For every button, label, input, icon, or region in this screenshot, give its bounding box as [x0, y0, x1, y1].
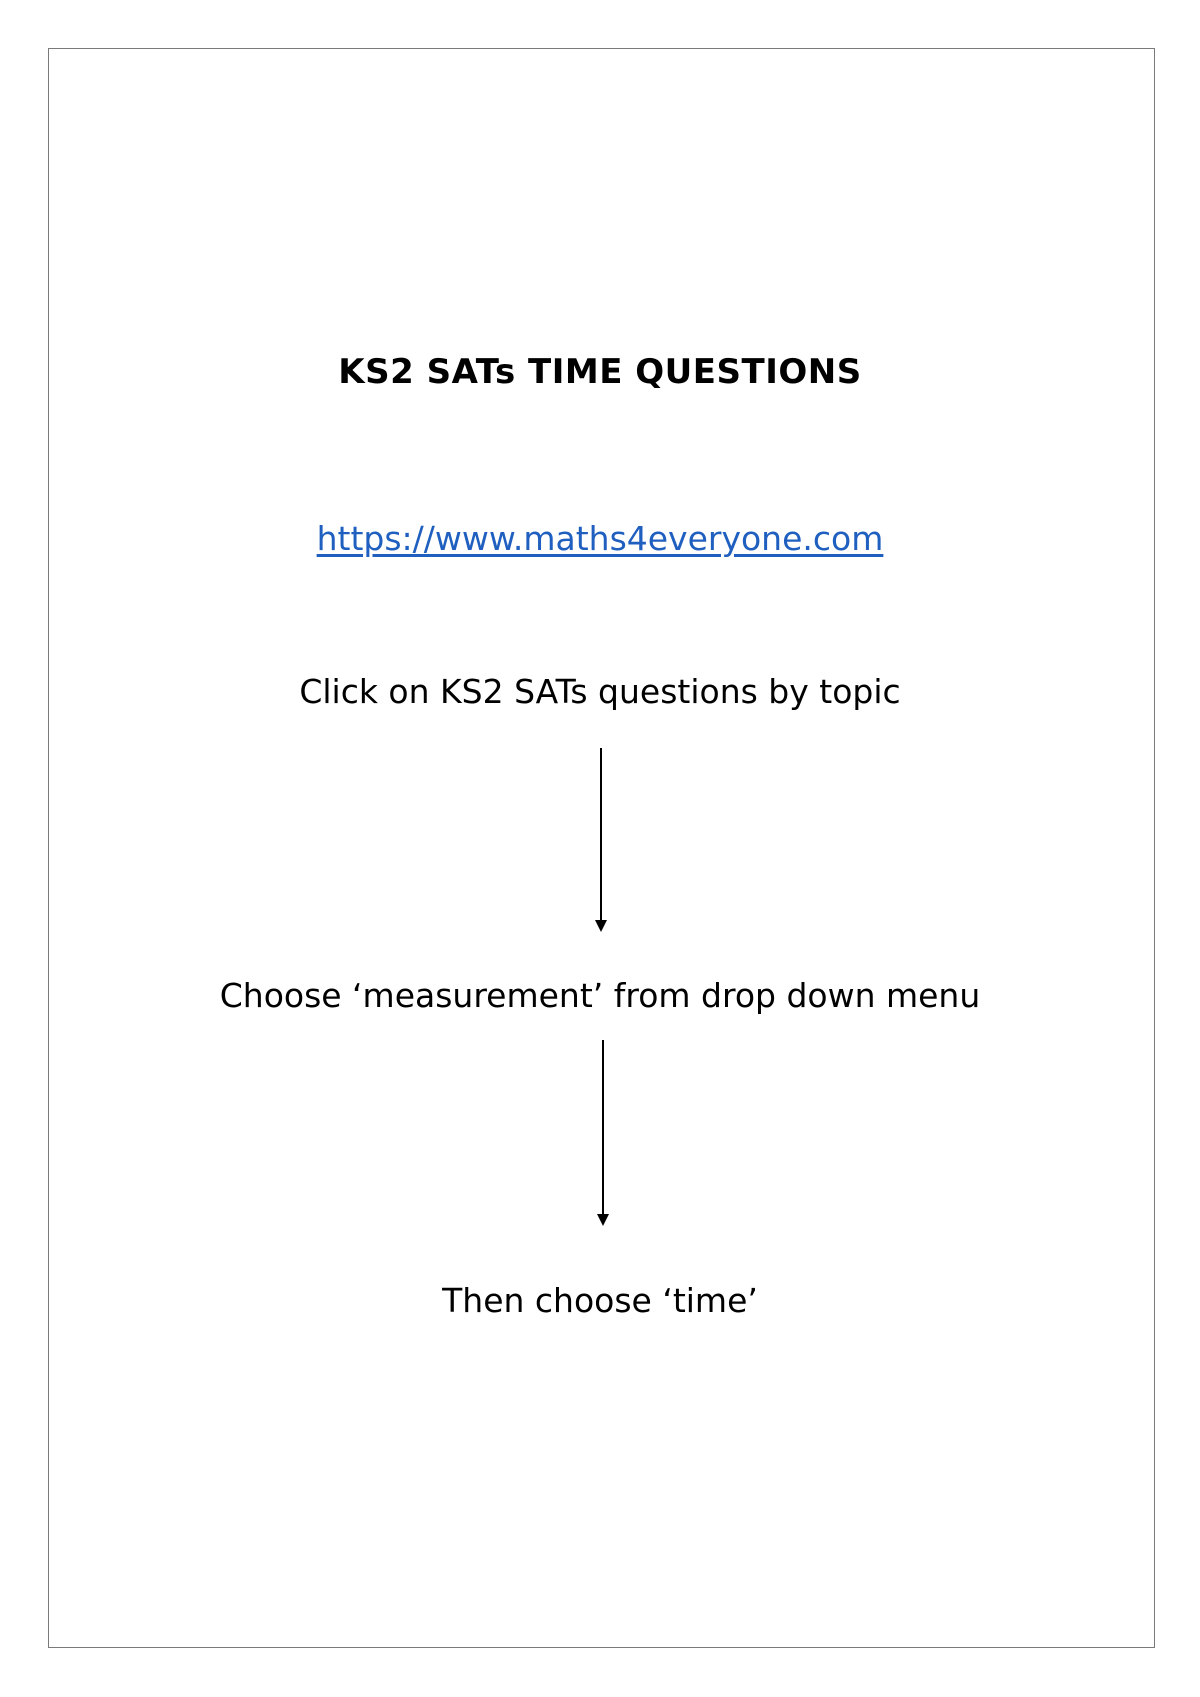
arrow-head — [595, 920, 607, 932]
arrow-head — [597, 1214, 609, 1226]
arrow-shaft — [602, 1040, 604, 1216]
down-arrow-icon — [593, 1040, 613, 1226]
arrow-shaft — [600, 748, 602, 922]
website-link-line — [0, 519, 1200, 558]
page-title: KS2 SATs TIME QUESTIONS — [338, 352, 862, 392]
down-arrow-icon — [591, 748, 611, 932]
instruction-step-3: Then choose ‘time’ — [442, 1281, 758, 1320]
website-link[interactable]: https://www.maths4everyone.com — [316, 519, 884, 558]
instruction-step-1: Click on KS2 SATs questions by topic — [299, 672, 901, 711]
instruction-step-2: Choose ‘measurement’ from drop down menu — [219, 976, 981, 1015]
